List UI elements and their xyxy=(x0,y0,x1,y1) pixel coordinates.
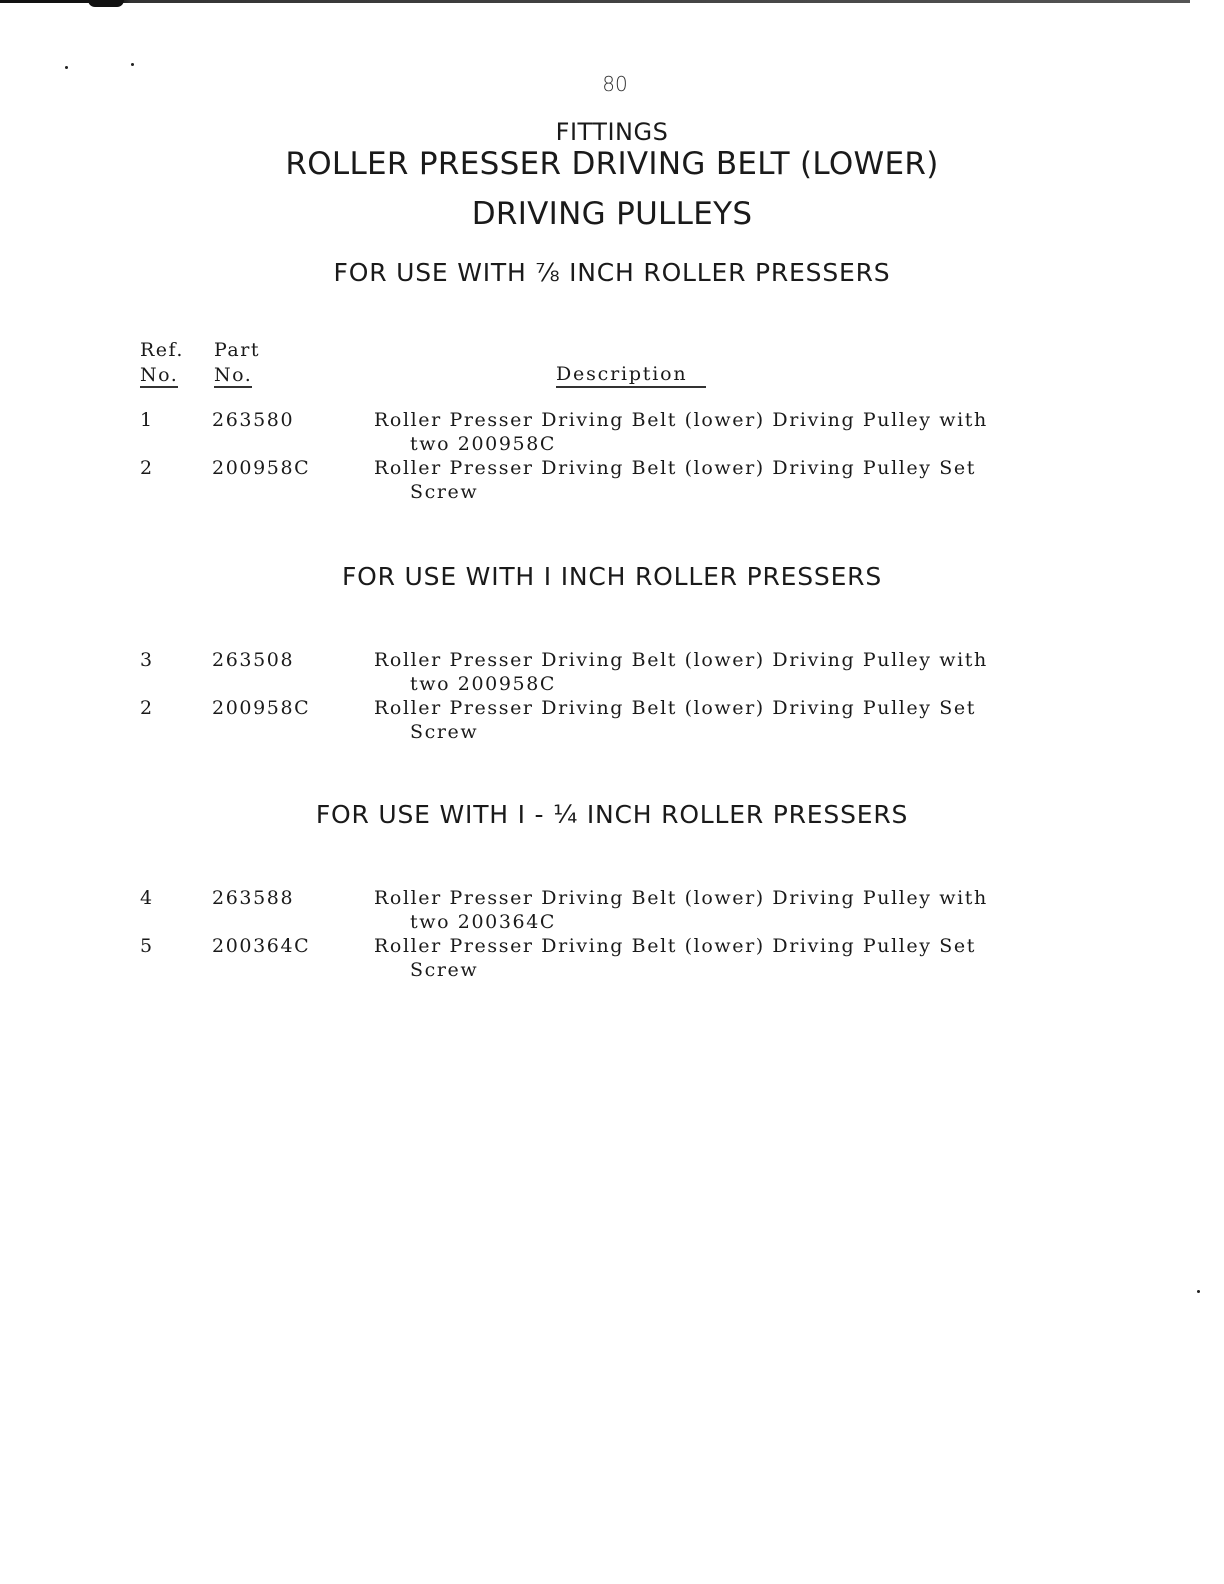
description-line1: Roller Presser Driving Belt (lower) Driving Pulley with xyxy=(374,649,988,671)
part-description xyxy=(374,408,1074,456)
section-kicker: FITTINGS xyxy=(555,118,669,146)
ref-header-line2: No. xyxy=(140,364,179,386)
ref-column-header xyxy=(140,338,184,388)
description-column-header: Description xyxy=(556,362,706,388)
ref-number: 3 xyxy=(140,649,154,671)
scan-blot xyxy=(88,0,124,7)
scan-speck xyxy=(65,66,68,69)
ref-number: 4 xyxy=(140,887,154,909)
part-description xyxy=(374,456,1074,504)
ref-number: 5 xyxy=(140,935,154,957)
description-line2: two 200958C xyxy=(410,673,557,695)
ref-header-line1: Ref. xyxy=(140,339,184,361)
part-description xyxy=(374,886,1074,934)
part-header-line1: Part xyxy=(214,339,260,361)
part-number: 263508 xyxy=(212,649,295,671)
section-heading: FOR USE WITH I - ¼ INCH ROLLER PRESSERS xyxy=(315,800,909,829)
description-line2: Screw xyxy=(410,481,479,503)
part-number: 263588 xyxy=(212,887,295,909)
part-description xyxy=(374,934,1074,982)
scan-border-edge xyxy=(0,0,1190,3)
page-subtitle: DRIVING PULLEYS xyxy=(471,196,753,232)
part-number: 263580 xyxy=(212,409,295,431)
part-description xyxy=(374,696,1074,744)
ref-number: 1 xyxy=(140,409,154,431)
description-line2: two 200364C xyxy=(410,911,557,933)
description-line1: Roller Presser Driving Belt (lower) Driving Pulley Set xyxy=(374,457,976,479)
page-number: 80 xyxy=(602,72,628,96)
description-line1: Roller Presser Driving Belt (lower) Driving Pulley with xyxy=(374,887,988,909)
description-line1: Roller Presser Driving Belt (lower) Driving Pulley with xyxy=(374,409,988,431)
description-line2: two 200958C xyxy=(410,433,557,455)
part-description xyxy=(374,648,1074,696)
part-column-header xyxy=(214,338,260,388)
part-number: 200958C xyxy=(212,457,311,479)
scan-speck xyxy=(1197,1290,1200,1293)
scan-speck xyxy=(131,63,134,66)
section-heading: FOR USE WITH ⅞ INCH ROLLER PRESSERS xyxy=(333,258,891,287)
part-header-line2: No. xyxy=(214,364,253,386)
description-line2: Screw xyxy=(410,721,479,743)
part-number: 200958C xyxy=(212,697,311,719)
description-line2: Screw xyxy=(410,959,479,981)
page-title: ROLLER PRESSER DRIVING BELT (LOWER) xyxy=(285,146,939,182)
part-number: 200364C xyxy=(212,935,311,957)
ref-number: 2 xyxy=(140,697,154,719)
description-line1: Roller Presser Driving Belt (lower) Driving Pulley Set xyxy=(374,935,976,957)
description-line1: Roller Presser Driving Belt (lower) Driving Pulley Set xyxy=(374,697,976,719)
ref-number: 2 xyxy=(140,457,154,479)
section-heading: FOR USE WITH I INCH ROLLER PRESSERS xyxy=(341,562,883,591)
